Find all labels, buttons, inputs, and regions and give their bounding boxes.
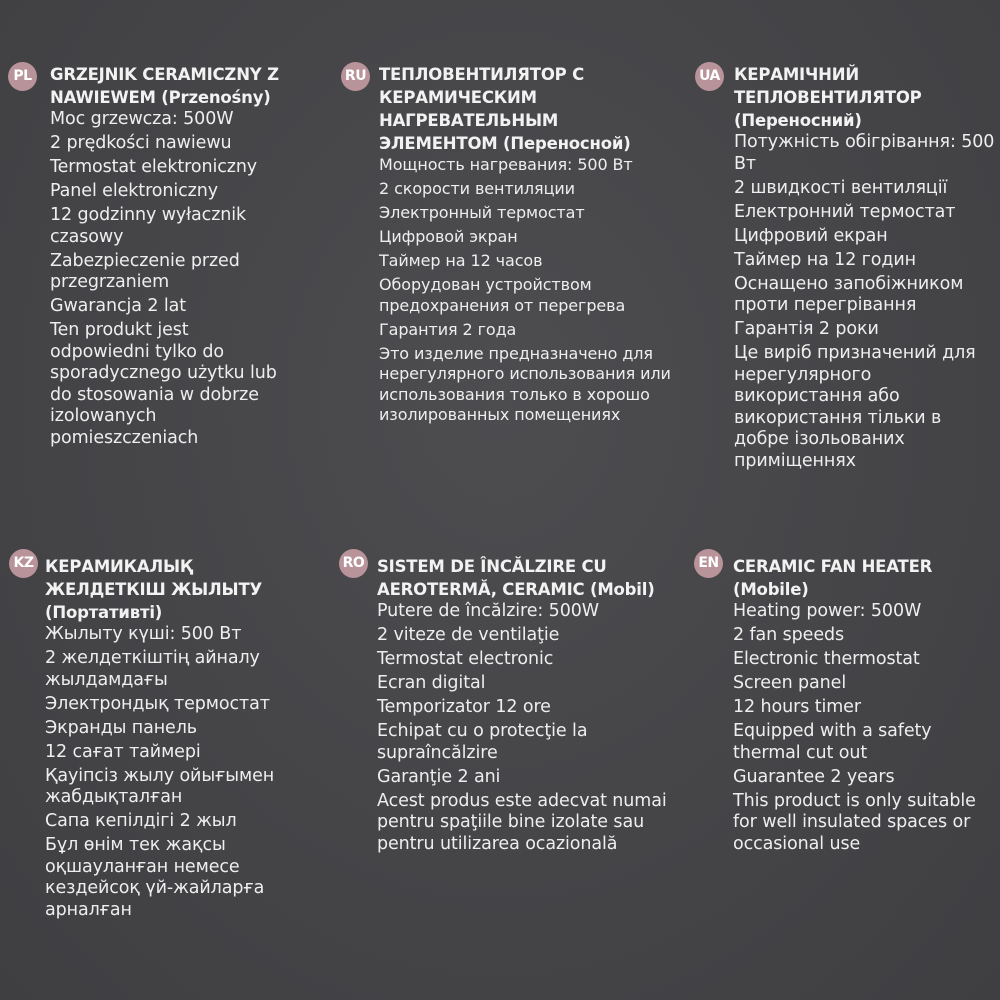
- section-subtitle: (Переносной): [503, 134, 631, 153]
- spec-list: [733, 601, 995, 858]
- spec-item: This product is only suitable for well insulated spaces or occasional use: [733, 790, 976, 854]
- spec-item: Потужність обігрівання: 500 Вт: [734, 132, 995, 174]
- spec-item: Экранды панель: [45, 717, 198, 738]
- section-title: ТЕПЛОВЕНТИЛЯТОР С КЕРАМИЧЕСКИМ НАГРЕВАТЕЛЬНЫМ ЭЛЕМЕНТОМ: [379, 65, 585, 153]
- spec-item: Putere de încălzire: 500W: [377, 601, 599, 621]
- section-heading: [734, 63, 996, 132]
- spec-item: Электронный термостат: [379, 203, 585, 222]
- spec-item: Moc grzewcza: 500W: [50, 109, 234, 129]
- spec-item: Acest produs este adecvat numai pentru spaţiile bine izolate sau pentru utilizarea ocazională: [377, 790, 667, 854]
- section-heading: [379, 63, 679, 155]
- spec-item: Screen panel: [733, 673, 847, 693]
- spec-item: Таймер на 12 часов: [379, 251, 543, 270]
- spec-item: Это изделие предназначено для нерегулярного использования или использования только в хорошо изолированных помещениях: [379, 343, 671, 424]
- section-heading: [45, 555, 295, 624]
- spec-item: 2 prędkości nawiewu: [50, 133, 232, 153]
- section-subtitle: (Mobile): [733, 580, 809, 599]
- section-subtitle: (Mobil): [589, 580, 655, 599]
- spec-item: Panel elektroniczny: [50, 181, 218, 201]
- spec-list: [379, 155, 679, 429]
- language-badge-en: EN: [694, 549, 723, 578]
- spec-item: Мощность нагревания: 500 Вт: [379, 155, 633, 174]
- language-badge-ro: RO: [339, 549, 368, 578]
- section-ro: [377, 555, 667, 858]
- spec-item: Electronic thermostat: [733, 649, 920, 669]
- spec-item: 2 скорости вентиляции: [379, 179, 575, 198]
- language-badge-ru: RU: [341, 62, 370, 91]
- spec-item: Zabezpieczenie przed przegrzaniem: [50, 250, 240, 292]
- section-title: КЕРАМИКАЛЫҚ ЖЕЛДЕТКІШ ЖЫЛЫТУ: [45, 557, 263, 599]
- spec-item: Гарантія 2 роки: [734, 319, 879, 339]
- section-subtitle: (Переносний): [734, 111, 862, 130]
- spec-item: Бұл өнім тек жақсы оқшауланған немесе кездейсоқ үй-жайларға арналған: [45, 835, 265, 920]
- spec-list: [50, 109, 290, 452]
- language-badge-kz: KZ: [9, 549, 38, 578]
- spec-item: Сапа кепілдігі 2 жыл: [45, 811, 237, 831]
- section-heading: [733, 555, 995, 601]
- spec-item: 12 сағат таймері: [45, 741, 201, 762]
- spec-list: [45, 624, 295, 924]
- section-subtitle: (Przenośny): [161, 88, 271, 107]
- spec-item: Gwarancja 2 lat: [50, 296, 187, 316]
- spec-item: 2 швидкості вентиляції: [734, 177, 948, 198]
- spec-item: 12 hours timer: [733, 697, 861, 717]
- section-title: КЕРАМІЧНИЙ ТЕПЛОВЕНТИЛЯТОР: [734, 65, 922, 107]
- spec-item: Termostat elektroniczny: [50, 157, 258, 177]
- spec-item: 2 желдеткіштің айналу жылдамдағы: [45, 648, 260, 690]
- spec-item: Ten produkt jest odpowiedni tylko do sporadycznego użytku lub do stosowania w dobrze izolowanych pomieszczeniach: [50, 320, 277, 448]
- spec-item: Це виріб призначений для нерегулярного використання або використання тільки в добре ізольованих приміщеннях: [734, 343, 976, 471]
- section-heading: [377, 555, 667, 601]
- spec-item: Heating power: 500W: [733, 601, 922, 621]
- spec-list: [377, 601, 667, 858]
- spec-item: 2 viteze de ventilaţie: [377, 625, 560, 645]
- spec-item: Equipped with a safety thermal cut out: [733, 721, 932, 763]
- spec-item: Цифровой экран: [379, 227, 518, 246]
- section-title: SISTEM DE ÎNCĂLZIRE CU AEROTERMĂ, CERAMIC: [377, 557, 607, 599]
- spec-item: 12 godzinny wyłacznik czasowy: [50, 205, 247, 247]
- section-subtitle: (Портативті): [45, 603, 163, 622]
- section-title: CERAMIC FAN HEATER: [733, 557, 933, 576]
- spec-item: Жылыту күші: 500 Вт: [45, 624, 242, 644]
- spec-item: Оснащено запобіжником проти перегрівання: [734, 273, 964, 315]
- section-ru: [379, 63, 679, 429]
- spec-item: Temporizator 12 ore: [377, 697, 551, 717]
- spec-item: Қауіпсіз жылу ойығымен жабдықталған: [45, 765, 275, 807]
- spec-list: [734, 132, 996, 475]
- spec-item: 2 fan speeds: [733, 625, 845, 645]
- spec-item: Оборудован устройством предохранения от перегрева: [379, 275, 626, 315]
- spec-item: Guarantee 2 years: [733, 766, 895, 787]
- spec-item: Электрондық термостат: [45, 693, 270, 714]
- spec-item: Echipat cu o protecţie la supraîncălzire: [377, 721, 588, 763]
- section-title: GRZEJNIK CERAMICZNY Z NAWIEWEM: [50, 65, 279, 107]
- section-heading: [50, 63, 290, 109]
- spec-item: Garanţie 2 ani: [377, 766, 501, 787]
- spec-item: Ecran digital: [377, 673, 486, 693]
- spec-item: Цифровий екран: [734, 225, 888, 246]
- section-ua: [734, 63, 996, 475]
- section-pl: [50, 63, 290, 452]
- spec-item: Електронний термостат: [734, 201, 956, 222]
- spec-item: Termostat electronic: [377, 649, 554, 669]
- spec-item: Таймер на 12 годин: [734, 249, 917, 270]
- language-badge-pl: PL: [8, 62, 37, 91]
- language-badge-ua: UA: [695, 62, 724, 91]
- section-en: [733, 555, 995, 858]
- spec-item: Гарантия 2 года: [379, 319, 517, 339]
- section-kz: [45, 555, 295, 924]
